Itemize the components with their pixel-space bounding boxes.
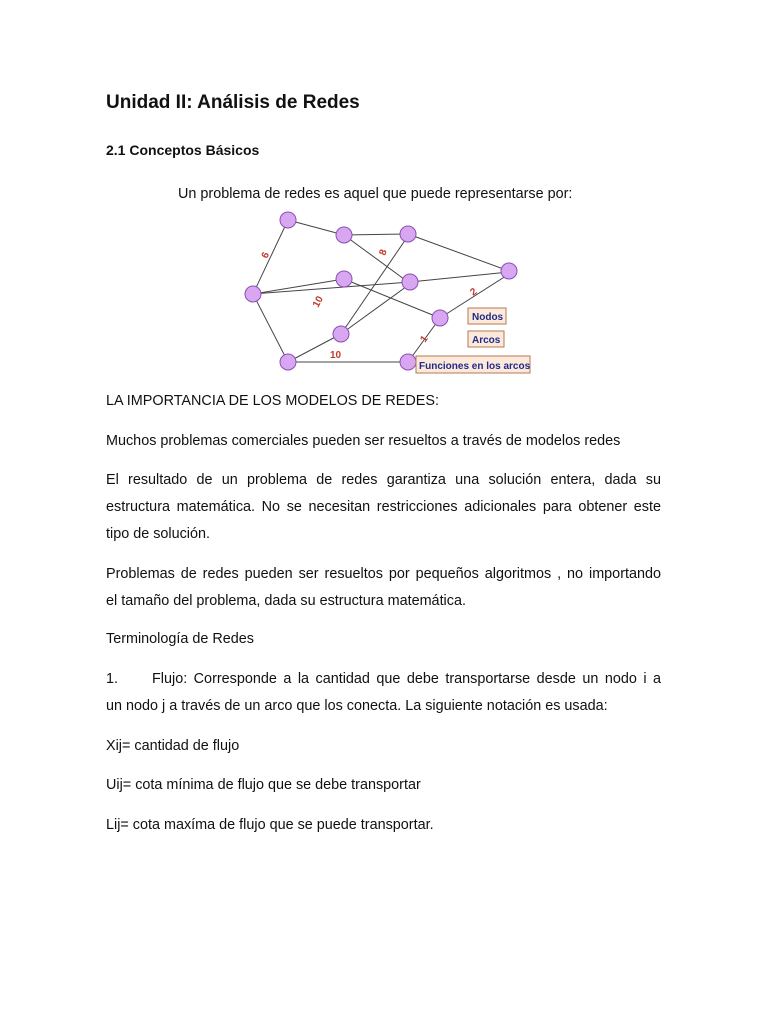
notation-l: Lij= cota maxíma de flujo que se puede transportar. — [106, 817, 434, 833]
network-arc — [344, 235, 408, 282]
paragraph-3-line-1: Problemas de redes pueden ser resueltos por pequeños algoritmos , no importando — [106, 566, 661, 582]
network-node — [336, 227, 352, 243]
paragraph-1: Muchos problemas comerciales pueden ser resueltos a través de modelos redes — [106, 433, 621, 449]
intro-text: Un problema de redes es aquel que puede representarse por: — [178, 186, 573, 202]
section-heading: 2.1 Conceptos Básicos — [106, 142, 260, 158]
arc-label: 6 — [259, 250, 273, 261]
network-node — [400, 354, 416, 370]
network-node — [402, 274, 418, 290]
network-arc — [253, 282, 410, 294]
network-arc — [253, 294, 288, 362]
list-item-1-line-1: Flujo: Corresponde a la cantidad que debe transportarse desde un nodo i a — [152, 671, 661, 687]
legend-nodes-label: Nodos — [472, 312, 504, 323]
arc-label: 1 — [418, 333, 431, 345]
network-arc — [341, 236, 408, 334]
network-node — [336, 271, 352, 287]
notation-x: Xij= cantidad de flujo — [106, 738, 240, 754]
paragraph-2-line-2: estructura matemática. No se necesitan restricciones adicionales para obtener este — [106, 499, 661, 515]
paragraph-3-line-2: el tamaño del problema, dada su estructura matemática. — [106, 593, 466, 609]
list-item-number: 1. — [106, 671, 119, 687]
arc-label: 10 — [330, 350, 342, 361]
network-node — [333, 326, 349, 342]
arc-label: 2 — [468, 286, 480, 299]
network-arc — [410, 272, 509, 282]
page-title: Unidad II: Análisis de Redes — [106, 92, 360, 113]
arc-label: 10 — [310, 294, 326, 310]
terminology-heading: Terminología de Redes — [106, 631, 254, 647]
network-arc — [408, 234, 509, 271]
legend-functions-label: Funciones en los arcos — [419, 361, 531, 372]
network-figure — [236, 204, 532, 376]
importance-heading: LA IMPORTANCIA DE LOS MODELOS DE REDES: — [106, 393, 439, 409]
list-item-1-line-2: un nodo j a través de un arco que los conecta. La siguiente notación es usada: — [106, 698, 608, 714]
notation-u: Uij= cota mínima de flujo que se debe transportar — [106, 777, 421, 793]
paragraph-2-line-1: El resultado de un problema de redes garantiza una solución entera, dada su — [106, 472, 661, 488]
arc-label: 8 — [377, 248, 390, 258]
legend-arcs-label: Arcos — [472, 335, 501, 346]
network-node — [432, 310, 448, 326]
network-node — [245, 286, 261, 302]
network-node — [400, 226, 416, 242]
network-node — [280, 212, 296, 228]
paragraph-2-line-3: tipo de solución. — [106, 526, 211, 542]
network-arc — [344, 279, 440, 318]
network-node — [280, 354, 296, 370]
network-arc — [288, 220, 344, 235]
network-arc — [253, 279, 344, 294]
network-arc — [344, 234, 408, 235]
network-node — [501, 263, 517, 279]
